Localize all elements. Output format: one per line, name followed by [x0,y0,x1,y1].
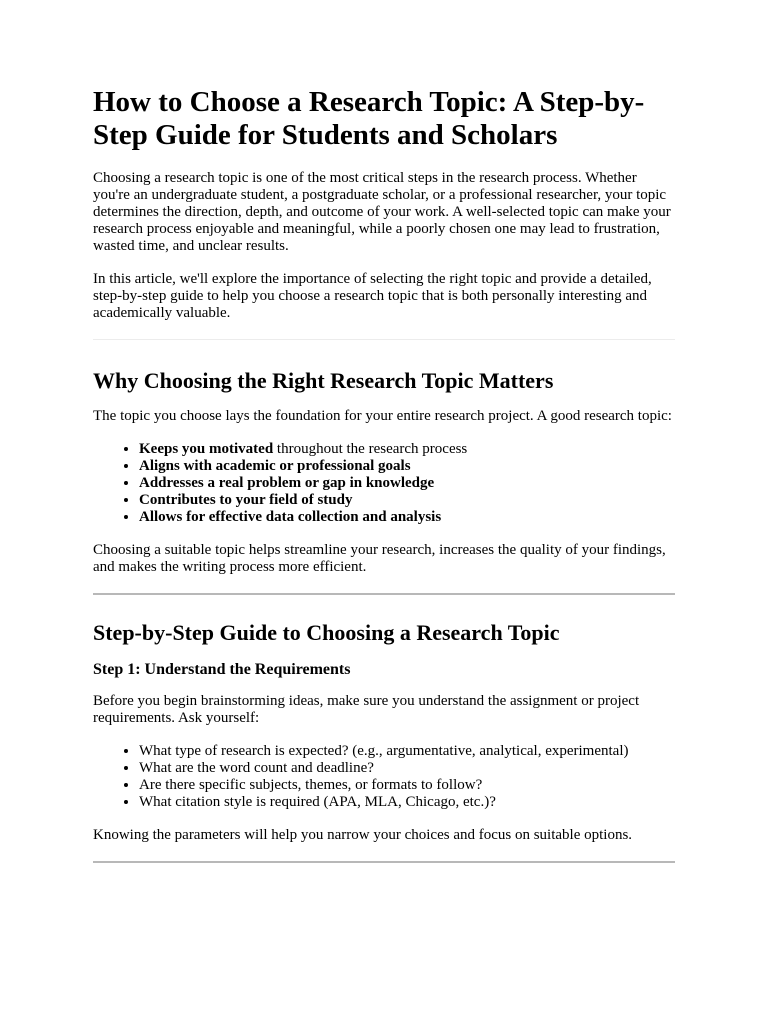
intro-paragraph-2: In this article, we'll explore the importance of selecting the right topic and provide a detailed, step-by-step guide to help you choose a research topic that is both personally interesting and academically valuable. [93,271,652,321]
list-item: • What type of research is expected? (e.g., argumentative, analytical, experimental) [139,743,675,760]
list-item [139,458,675,475]
list-item-bold: Keeps you motivated [139,441,274,457]
why-lead-paragraph: The topic you choose lays the foundation for your entire research project. A good research topic: [93,408,672,424]
divider [93,593,675,595]
list-item [139,475,675,492]
list-item-bold: Contributes to your field of study [139,492,353,508]
list-item [139,492,675,509]
list-item [139,509,675,526]
divider [93,339,675,340]
list-item-bold: Allows for effective data collection and analysis [139,509,442,525]
list-item: • What are the word count and deadline? [139,760,675,777]
step1-closing-paragraph: Knowing the parameters will help you narrow your choices and focus on suitable options. [93,827,633,843]
divider [93,861,675,863]
step1-questions-list [93,743,675,811]
list-item-bold: Addresses a real problem or gap in knowledge [139,475,435,491]
list-item: • What citation style is required (APA, MLA, Chicago, etc.)? [139,794,675,811]
why-heading: Why Choosing the Right Research Topic Matters [93,368,554,393]
step1-heading: Step 1: Understand the Requirements [93,661,351,678]
list-item-text: throughout the research process [273,441,468,457]
list-item: • Are there specific subjects, themes, or formats to follow? [139,777,675,794]
guide-heading: Step-by-Step Guide to Choosing a Research Topic [93,620,560,645]
list-item-bold: Aligns with academic or professional goals [139,458,411,474]
page-title: How to Choose a Research Topic: A Step-by-Step Guide for Students and Scholars [93,86,645,151]
list-item [139,441,675,458]
why-benefits-list [93,441,675,526]
step1-lead-paragraph: Before you begin brainstorming ideas, make sure you understand the assignment or project requirements. Ask yourself: [93,693,640,726]
intro-paragraph-1: Choosing a research topic is one of the most critical steps in the research process. Whether you're an undergraduate student, a postgraduate scholar, or a professional researcher, your topic determines the direction, depth, and outcome of your work. A well-selected topic can make your research process enjoyable and meaningful, while a poorly chosen one may lead to frustration, wasted time, and unclear results. [93,170,671,254]
why-closing-paragraph: Choosing a suitable topic helps streamline your research, increases the quality of your findings, and makes the writing process more efficient. [93,542,666,575]
